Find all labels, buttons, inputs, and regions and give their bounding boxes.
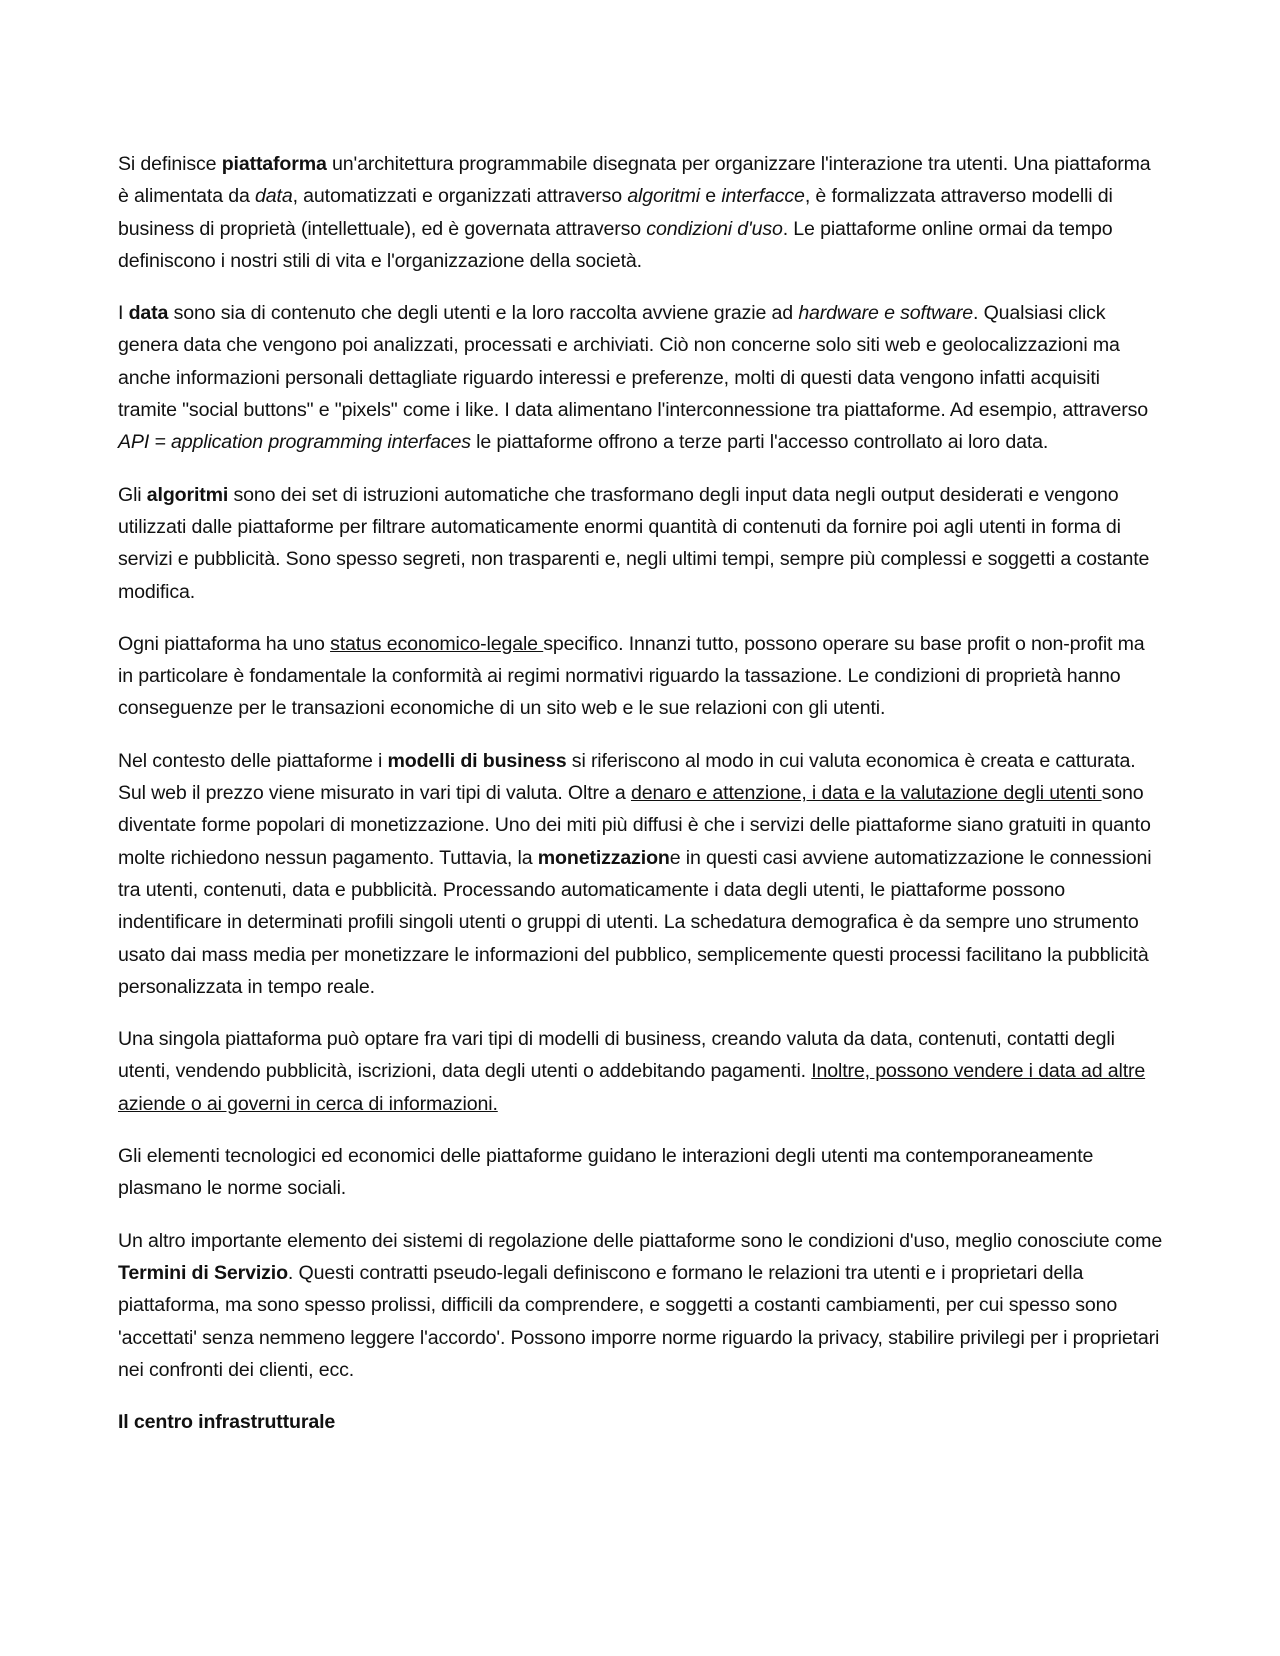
paragraph-text: sono dei set di istruzioni automatiche che trasformano degli input data negli output desiderati e vengono utilizzati dalle piattaforme per filtrare automaticamente enormi quantità di contenuti da fornire poi agli utenti in forma di servizi e pubblicità. Sono spesso segreti, non trasparenti e, negli ultimi tempi, sempre più complessi e soggetti a costante modifica.: [118, 483, 1150, 603]
paragraph-algoritmi: [118, 479, 1163, 608]
paragraph-text: Gli elementi tecnologici ed economici delle piattaforme guidano le interazioni degli utenti ma contemporaneamente plasmano le norme sociali.: [118, 1145, 1094, 1200]
paragraph-text: Si definisce: [118, 153, 222, 175]
paragraph-text: sono diventate forme popolari di monetizzazione. Uno dei miti più diffusi è che i servizi delle piattaforme siano gratuiti in quanto molte richiedono nessun pagamento. Tuttavia, la: [118, 782, 1151, 869]
italic-term-data: data: [255, 185, 293, 208]
paragraph-text: , automatizzati e organizzati attraverso: [292, 185, 628, 208]
italic-term-api: API = application programming interfaces: [118, 431, 471, 454]
paragraph-text: Gli: [118, 483, 147, 506]
paragraph-text: specifico. Innanzi tutto, possono operare su base profit o non-profit ma in particolare è fondamentale la conformità ai regimi normativi riguardo la tassazione. Le condizioni di proprietà hanno conseguenze per le transazioni economiche di un sito web e le sue relazioni con gli utenti.: [118, 632, 1145, 720]
paragraph-text: si riferiscono al modo in cui valuta economica è creata e catturata. Sul web il prezzo viene misurato in vari tipi di valuta. Oltre a: [118, 749, 1136, 805]
underlined-vendere-data: Inoltre, possono vendere i data ad altre aziende o ai governi in cerca di informazioni.: [118, 1060, 1146, 1115]
paragraph-data: [118, 297, 1163, 458]
italic-term-condizioni-uso: condizioni d'uso: [646, 217, 783, 240]
paragraph-text: un'architettura programmabile disegnata per organizzare l'interazione tra utenti. Una piattaforma è alimentata da: [118, 153, 1151, 208]
italic-term-algoritmi: algoritmi: [627, 185, 701, 208]
italic-term-interfacce: interfacce: [721, 185, 805, 208]
document-body: [118, 148, 1163, 1458]
paragraph-piattaforma: [118, 148, 1163, 277]
section-heading: Il centro infrastrutturale: [118, 1411, 336, 1434]
paragraph-modelli-business: [118, 745, 1163, 1003]
paragraph-text: Una singola piattaforma può optare fra vari tipi di modelli di business, creando valuta da data, contenuti, contatti degli utenti, vendendo pubblicità, iscrizioni, data degli utenti o addebitando pagamenti.: [118, 1028, 1115, 1083]
paragraph-status-economico: [118, 628, 1163, 725]
paragraph-text: . Qualsiasi click genera data che vengono poi analizzati, processati e archiviati. Ciò non concerne solo siti web e geolocalizzazioni ma anche informazioni personali dettagliate riguardo interessi e preferenze, molti di questi data vengono infatti acquisiti tramite "social buttons" e "pixels" come i like. I data alimentano l'interconnessione tra piattaforme. Ad esempio, attraverso: [118, 302, 1149, 422]
paragraph-text: Un altro importante elemento dei sistemi di regolazione delle piattaforme sono le condizioni d'uso, meglio conosciute come: [118, 1229, 1163, 1252]
paragraph-text: le piattaforme offrono a terze parti l'accesso controllato ai loro data.: [470, 431, 1049, 454]
paragraph-text: , è formalizzata attraverso modelli di business di proprietà (intellettuale), ed è governata attraverso: [118, 185, 1113, 240]
paragraph-text: e: [700, 185, 722, 208]
paragraph-text: e in questi casi avviene automatizzazione le connessioni tra utenti, contenuti, data e pubblicità. Processando automaticamente i data degli utenti, le piattaforme possono indentificare in determinati profili singoli utenti o gruppi di utenti. La schedatura demografica è da sempre uno strumento usato dai mass media per monetizzare le informazioni del pubblico, semplicemente questi processi facilitano la pubblicità personalizzata in tempo reale.: [118, 846, 1152, 998]
bold-term-modelli-business: modelli di business: [387, 749, 567, 772]
bold-term-termini-servizio: Termini di Servizio: [118, 1261, 288, 1284]
underlined-status-economico-legale: status economico-legale: [330, 632, 544, 655]
paragraph-text: . Le piattaforme online ormai da tempo definiscono i nostri stili di vita e l'organizzazione della società.: [118, 217, 1113, 272]
paragraph-text: I: [118, 302, 129, 325]
bold-term-algoritmi: algoritmi: [146, 483, 229, 506]
underlined-denaro-attenzione: denaro e attenzione, i data e la valutazione degli utenti: [630, 782, 1102, 805]
bold-term-data: data: [128, 302, 169, 325]
paragraph-text: Ogni piattaforma ha uno: [118, 632, 331, 655]
paragraph-text: . Questi contratti pseudo-legali definiscono e formano le relazioni tra utenti e i proprietari della piattaforma, ma sono spesso prolissi, difficili da comprendere, e soggetti a costanti cambiamenti, per cui spesso sono 'accettati' senza nemmeno leggere l'accordo'. Possono imporre norme riguardo la privacy, stabilire privilegi per i proprietari nei confronti dei clienti, ecc.: [118, 1261, 1160, 1381]
bold-term-monetizzazione: monetizzazion: [537, 846, 670, 869]
paragraph-text: Nel contesto delle piattaforme i: [118, 749, 388, 772]
paragraph-termini-servizio: [118, 1225, 1163, 1386]
paragraph-elementi-tecnologici: [118, 1140, 1163, 1205]
paragraph-text: sono sia di contenuto che degli utenti e la loro raccolta avviene grazie ad: [168, 302, 799, 325]
bold-term-piattaforma: piattaforma: [221, 153, 327, 175]
italic-term-hardware-software: hardware e software: [798, 302, 973, 325]
paragraph-singola-piattaforma: [118, 1023, 1163, 1120]
